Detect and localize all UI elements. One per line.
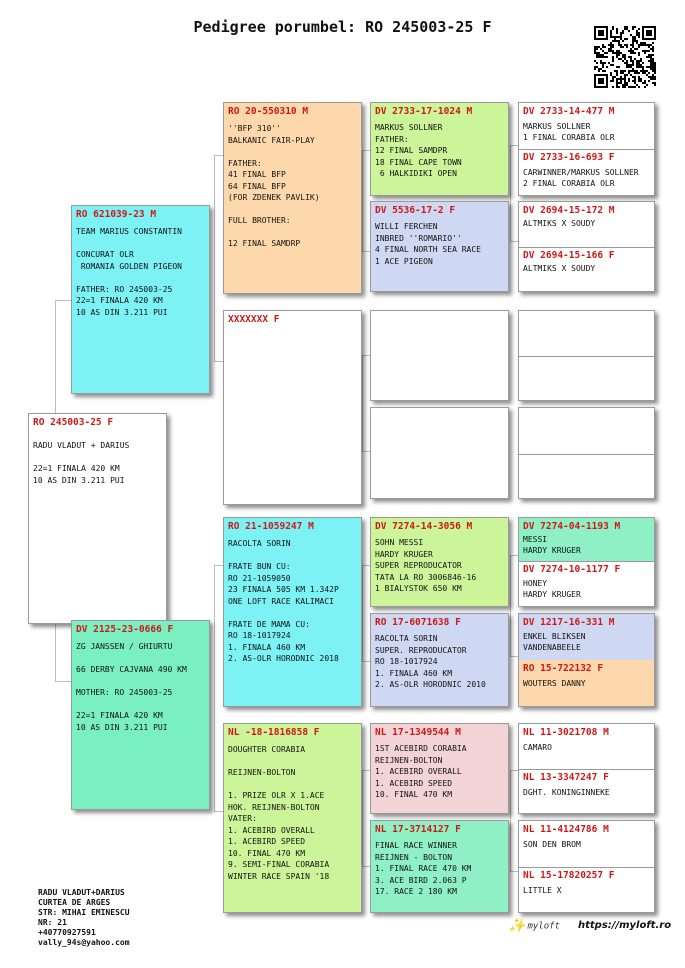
pigeon-card-mother[interactable] xyxy=(71,620,210,810)
divider xyxy=(519,454,654,455)
website-link[interactable]: https://myloft.ro xyxy=(578,920,672,931)
ring-number: DV 2125-23-0666 F xyxy=(76,624,174,635)
pigeon-card-pair-2[interactable] xyxy=(518,201,655,292)
qr-code-icon xyxy=(592,24,658,90)
pigeon-notes: ZG JANSSEN / GHIURTU 66 DERBY CAJVANA 490 KM MOTHER: RO 245003-25 22=1 FINALA 420 KM 10 AS DIN 3.211 PUI xyxy=(76,642,187,732)
pigeon-card-pair-4[interactable] xyxy=(518,407,655,499)
ring-number: RO 20-550310 M xyxy=(228,106,309,117)
pigeon-notes: RACOLTA SORIN FRATE BUN CU: RO 21-1059050 23 FINALA 505 KM 1.342P ONE LOFT RACE KALIMACI FRATE DE MAMA CU: RO 18-1017924 1. FINALA 460 KM 2. AS-OLR HORODNIC 2018 xyxy=(228,539,339,663)
ring-number: DV 5536-17-2 F xyxy=(375,205,456,216)
pigeon-card-pair-5[interactable] xyxy=(518,517,655,607)
pigeon-notes: MARKUS SOLLNER FATHER: 12 FINAL SAMDPR 18 FINAL CAPE TOWN 6 HALKIDIKI OPEN xyxy=(375,123,462,178)
ring-number: DV 7274-10-1177 F xyxy=(523,564,621,575)
owner-line: STR: MIHAI EMINESCU xyxy=(38,908,130,917)
ring-number: NL -18-1816858 F xyxy=(228,727,320,738)
pigeon-notes: RADU VLADUT + DARIUS 22=1 FINALA 420 KM 10 AS DIN 3.211 PUI xyxy=(33,441,130,485)
ring-number: XXXXXXX F xyxy=(228,314,280,325)
pigeon-card-pair-3[interactable] xyxy=(518,310,655,401)
ring-number: DV 7274-14-3056 M xyxy=(375,521,473,532)
pigeon-notes: FINAL RACE WINNER REIJNEN - BOLTON 1. FINAL RACE 470 KM 3. ACE BIRD 2.063 P 17. RACE 2 180 KM xyxy=(375,841,472,896)
logo-text: myloft xyxy=(527,921,560,932)
ring-number: NL 15-17820257 F xyxy=(523,870,615,881)
page-title: Pedigree porumbel: RO 245003-25 F xyxy=(193,18,492,36)
pigeon-card-father[interactable] xyxy=(71,205,210,394)
divider xyxy=(519,356,654,357)
owner-line: vally_94s@yahoo.com xyxy=(38,938,130,947)
pigeon-card-mmm[interactable] xyxy=(370,820,509,913)
pigeon-notes: DOUGHTER CORABIA REIJNEN-BOLTON 1. PRIZE OLR X 1.ACE HOK. REIJNEN-BOLTON VATER: 1. ACEBIRD OVERALL 1. ACEBIRD SPEED 10. FINAL 470 KM 9. SEMI-FINAL CORABIA WINTER RACE SPAIN '18 xyxy=(228,745,330,881)
pigeon-notes: ALTMIKS X SOUDY xyxy=(523,264,596,273)
ring-number: DV 2733-14-477 M xyxy=(523,106,615,117)
pigeon-notes: SON DEN BROM xyxy=(523,840,581,849)
pigeon-card-fmf[interactable] xyxy=(370,310,509,401)
pigeon-notes: WILLI FERCHEN INBRED ''ROMARIO'' 4 FINAL NORTH SEA RACE 1 ACE PIGEON xyxy=(375,222,481,266)
owner-line: CURTEA DE ARGES xyxy=(38,898,111,907)
ring-number: DV 2733-17-1024 M xyxy=(375,106,473,117)
pigeon-card-pair-1[interactable] xyxy=(518,102,655,196)
ring-number: NL 13-3347247 F xyxy=(523,772,609,783)
pigeon-notes: RACOLTA SORIN SUPER. REPRODUCATOR RO 18-1017924 1. FINALA 460 KM 2. AS-OLR HORODNIC 2010 xyxy=(375,634,486,689)
owner-info xyxy=(38,878,130,958)
pigeon-card-fmm[interactable] xyxy=(370,407,509,499)
pigeon-notes: CARWINNER/MARKUS SOLLNER 2 FINAL CORABIA OLR xyxy=(523,168,639,188)
ring-number: NL 17-3714127 F xyxy=(375,824,461,835)
ring-number: DV 1217-16-331 M xyxy=(523,617,615,628)
pigeon-card-pair-6[interactable] xyxy=(518,613,655,707)
pigeon-notes: DGHT. KONINGINNEKE xyxy=(523,788,610,797)
pigeon-card-pair-8[interactable] xyxy=(518,820,655,913)
pigeon-notes: HONEY HARDY KRUGER xyxy=(523,579,581,599)
ring-number: RO 17-6071638 F xyxy=(375,617,461,628)
pigeon-notes: WOUTERS DANNY xyxy=(523,679,586,688)
ring-number: DV 2694-15-166 F xyxy=(523,250,615,261)
ring-number: DV 2694-15-172 M xyxy=(523,205,615,216)
ring-number: RO 21-1059247 M xyxy=(228,521,314,532)
pigeon-card-mmf[interactable] xyxy=(370,723,509,814)
pigeon-notes: 1ST ACEBIRD CORABIA REIJNEN-BOLTON 1. ACEBIRD OVERALL 1. ACEBIRD SPEED 10. FINAL 470 KM xyxy=(375,744,467,799)
pigeon-card-father-mother[interactable] xyxy=(223,310,362,505)
pigeon-card-mfm[interactable] xyxy=(370,613,509,707)
pigeon-card-mff[interactable] xyxy=(370,517,509,607)
ring-number: NL 17-1349544 M xyxy=(375,727,461,738)
pigeon-notes: LITTLE X xyxy=(523,886,562,895)
pigeon-notes: MESSI HARDY KRUGER xyxy=(523,535,581,555)
pigeon-card-subject[interactable] xyxy=(28,413,167,624)
ring-number: RO 245003-25 F xyxy=(33,417,114,428)
pigeon-notes: CAMARO xyxy=(523,743,552,752)
pigeon-card-pair-7[interactable] xyxy=(518,723,655,814)
ring-number: NL 11-3021708 M xyxy=(523,727,609,738)
ring-number: RO 15-722132 F xyxy=(523,663,604,674)
ring-number: RO 621039-23 M xyxy=(76,209,157,220)
pigeon-notes: ALTMIKS X SOUDY xyxy=(523,219,596,228)
pigeon-notes: SOHN MESSI HARDY KRUGER SUPER REPRODUCATOR TATA LA RO 3006846-16 1 BIALYSTOK 650 KM xyxy=(375,538,477,593)
pigeon-card-father-father[interactable] xyxy=(223,102,362,294)
ring-number: NL 11-4124786 M xyxy=(523,824,609,835)
pigeon-notes: MARKUS SOLLNER 1 FINAL CORABIA OLR xyxy=(523,122,615,142)
owner-line: +40770927591 xyxy=(38,928,96,937)
ring-number: DV 7274-04-1193 M xyxy=(523,521,621,532)
pigeon-card-mother-mother[interactable] xyxy=(223,723,362,913)
ring-number: DV 2733-16-693 F xyxy=(523,152,615,163)
pigeon-card-ffm[interactable] xyxy=(370,201,509,292)
pigeon-notes: ''BFP 310'' BALKANIC FAIR-PLAY FATHER: 41 FINAL BFP 64 FINAL BFP (FOR ZDENEK PAVLIK) FULL BROTHER: 12 FINAL SAMDRP xyxy=(228,124,320,248)
pigeon-card-mother-father[interactable] xyxy=(223,517,362,707)
owner-line: RADU VLADUT+DARIUS xyxy=(38,888,125,897)
pigeon-notes: TEAM MARIUS CONSTANTIN CONCURAT OLR ROMANIA GOLDEN PIGEON FATHER: RO 245003-25 22=1 FINALA 420 KM 10 AS DIN 3.211 PUI xyxy=(76,227,182,317)
pigeon-icon: ✨ xyxy=(508,918,526,934)
pigeon-notes: ENKEL BLIKSEN VANDENABEELE xyxy=(523,632,586,652)
pigeon-card-fff[interactable] xyxy=(370,102,509,196)
owner-line: NR: 21 xyxy=(38,918,67,927)
myloft-logo xyxy=(508,918,560,934)
